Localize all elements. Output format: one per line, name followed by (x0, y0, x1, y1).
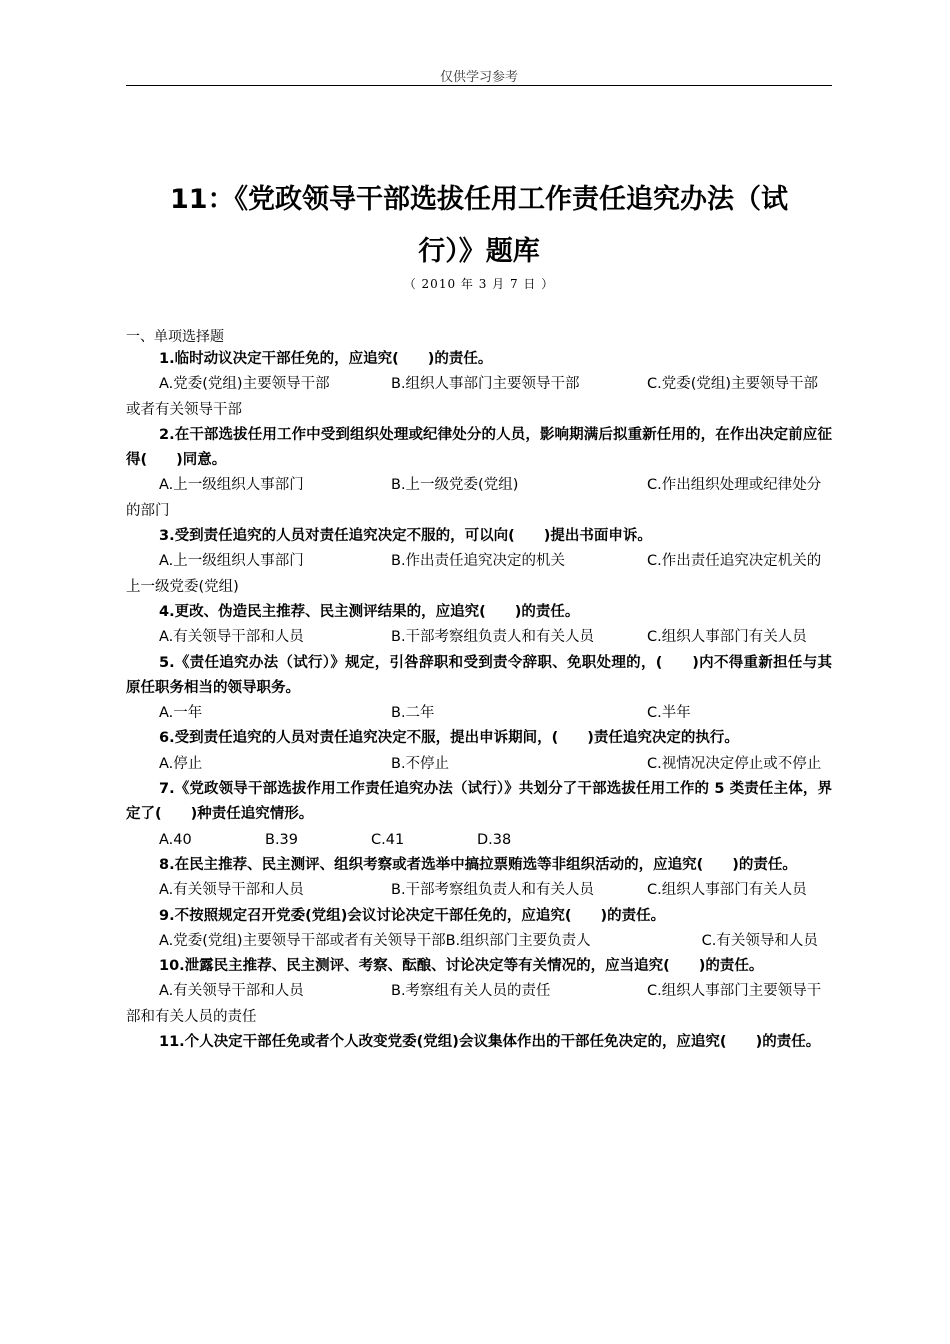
question-text: 11.个人决定干部任免或者个人改变党委(党组)会议集体作出的干部任免决定的，应追究( )的责任。 (159, 1034, 821, 1051)
option: B.上一级党委(党组) (391, 477, 519, 494)
question-list (126, 347, 832, 1055)
question-options (126, 549, 832, 600)
question-text: 10.泄露民主推荐、民主测评、考察、酝酿、讨论决定等有关情况的，应当追究( )的责任。 (159, 958, 764, 975)
option: A.有关领导干部和人员 (159, 629, 304, 646)
question-text: 1.临时动议决定干部任免的，应追究( )的责任。 (159, 351, 493, 367)
option: B.考察组有关人员的责任 (391, 983, 551, 1000)
question-options (126, 929, 832, 954)
document-title (126, 174, 832, 278)
option: C.视情况决定停止或不停止 (647, 755, 822, 772)
option: A.党委(党组)主要领导干部 (159, 376, 330, 393)
option: C.半年 (647, 705, 691, 722)
question-text: 8.在民主推荐、民主测评、组织考察或者选举中搞拉票贿选等非组织活动的，应追究( )的责任。 (159, 856, 797, 873)
option: A.40 (159, 831, 192, 848)
option: C.作出责任追究决定机关的上一级党委(党组) (126, 553, 822, 595)
title-line-2: 行）》题库 (418, 236, 540, 267)
question-options (126, 701, 832, 726)
section-heading: 一、单项选择题 (126, 329, 224, 345)
option: A.党委(党组)主要领导干部或者有关领导干部 (159, 932, 446, 949)
question-options (126, 372, 832, 423)
option: B.组织部门主要负责人 (445, 932, 591, 949)
option: D.38 (477, 831, 512, 848)
question-options (126, 473, 832, 524)
option: C.41 (371, 831, 405, 848)
option: C.组织人事部门主要领导干部和有关人员的责任 (126, 983, 822, 1025)
document-date: （ 2010 年 3 月 7 日 ） (403, 277, 555, 291)
option: C.党委(党组)主要领导干部或者有关领导干部 (126, 376, 819, 418)
option: C.有关领导和人员 (701, 932, 818, 949)
option: B.组织人事部门主要领导干部 (391, 376, 580, 393)
title-line-1: 11：《党政领导干部选拔任用工作责任追究办法（试 (169, 184, 789, 215)
question-text: 3.受到责任追究的人员对责任追究决定不服的，可以向( )提出书面申诉。 (159, 528, 652, 545)
option: C.组织人事部门有关人员 (647, 882, 807, 899)
question-text: 7.《党政领导干部选拔作用工作责任追究办法（试行）》共划分了干部选拔任用工作的 5 类责任主体，界定了( )种责任追究情形。 (126, 781, 832, 823)
question-options (126, 828, 832, 853)
question-options (126, 625, 832, 650)
question-options (126, 979, 832, 1030)
question-text: 4.更改、伪造民主推荐、民主测评结果的，应追究( )的责任。 (159, 603, 580, 620)
option: A.有关领导干部和人员 (159, 882, 304, 899)
question-options (126, 878, 832, 903)
option: A.一年 (159, 705, 203, 722)
option: B.作出责任追究决定的机关 (391, 553, 566, 570)
option: A.上一级组织人事部门 (159, 477, 304, 494)
option: B.干部考察组负责人和有关人员 (391, 629, 595, 646)
question-text: 2.在干部选拔任用工作中受到组织处理或纪律处分的人员，影响期满后拟重新任用的，在作出决定前应征得( )同意。 (126, 426, 832, 469)
option: A.上一级组织人事部门 (159, 553, 304, 570)
question-options (126, 752, 832, 777)
page-header: 仅供学习参考 (439, 70, 518, 85)
option: A.有关领导干部和人员 (159, 983, 304, 1000)
header-rule (126, 85, 832, 86)
option: A.停止 (159, 755, 203, 772)
option: B.干部考察组负责人和有关人员 (391, 882, 595, 899)
option: B.二年 (391, 705, 435, 722)
option: B.不停止 (391, 755, 450, 772)
question-text: 9.不按照规定召开党委(党组)会议讨论决定干部任免的，应追究( )的责任。 (159, 907, 666, 924)
option: B.39 (265, 831, 299, 848)
option: C.组织人事部门有关人员 (647, 629, 807, 646)
option: C.作出组织处理或纪律处分的部门 (126, 477, 822, 519)
question-text: 5.《责任追究办法（试行）》规定，引咎辞职和受到责令辞职、免职处理的，( )内不得重新担任与其原任职务相当的领导职务。 (126, 654, 832, 696)
question-text: 6.受到责任追究的人员对责任追究决定不服，提出申诉期间，( )责任追究决定的执行。 (159, 730, 739, 747)
